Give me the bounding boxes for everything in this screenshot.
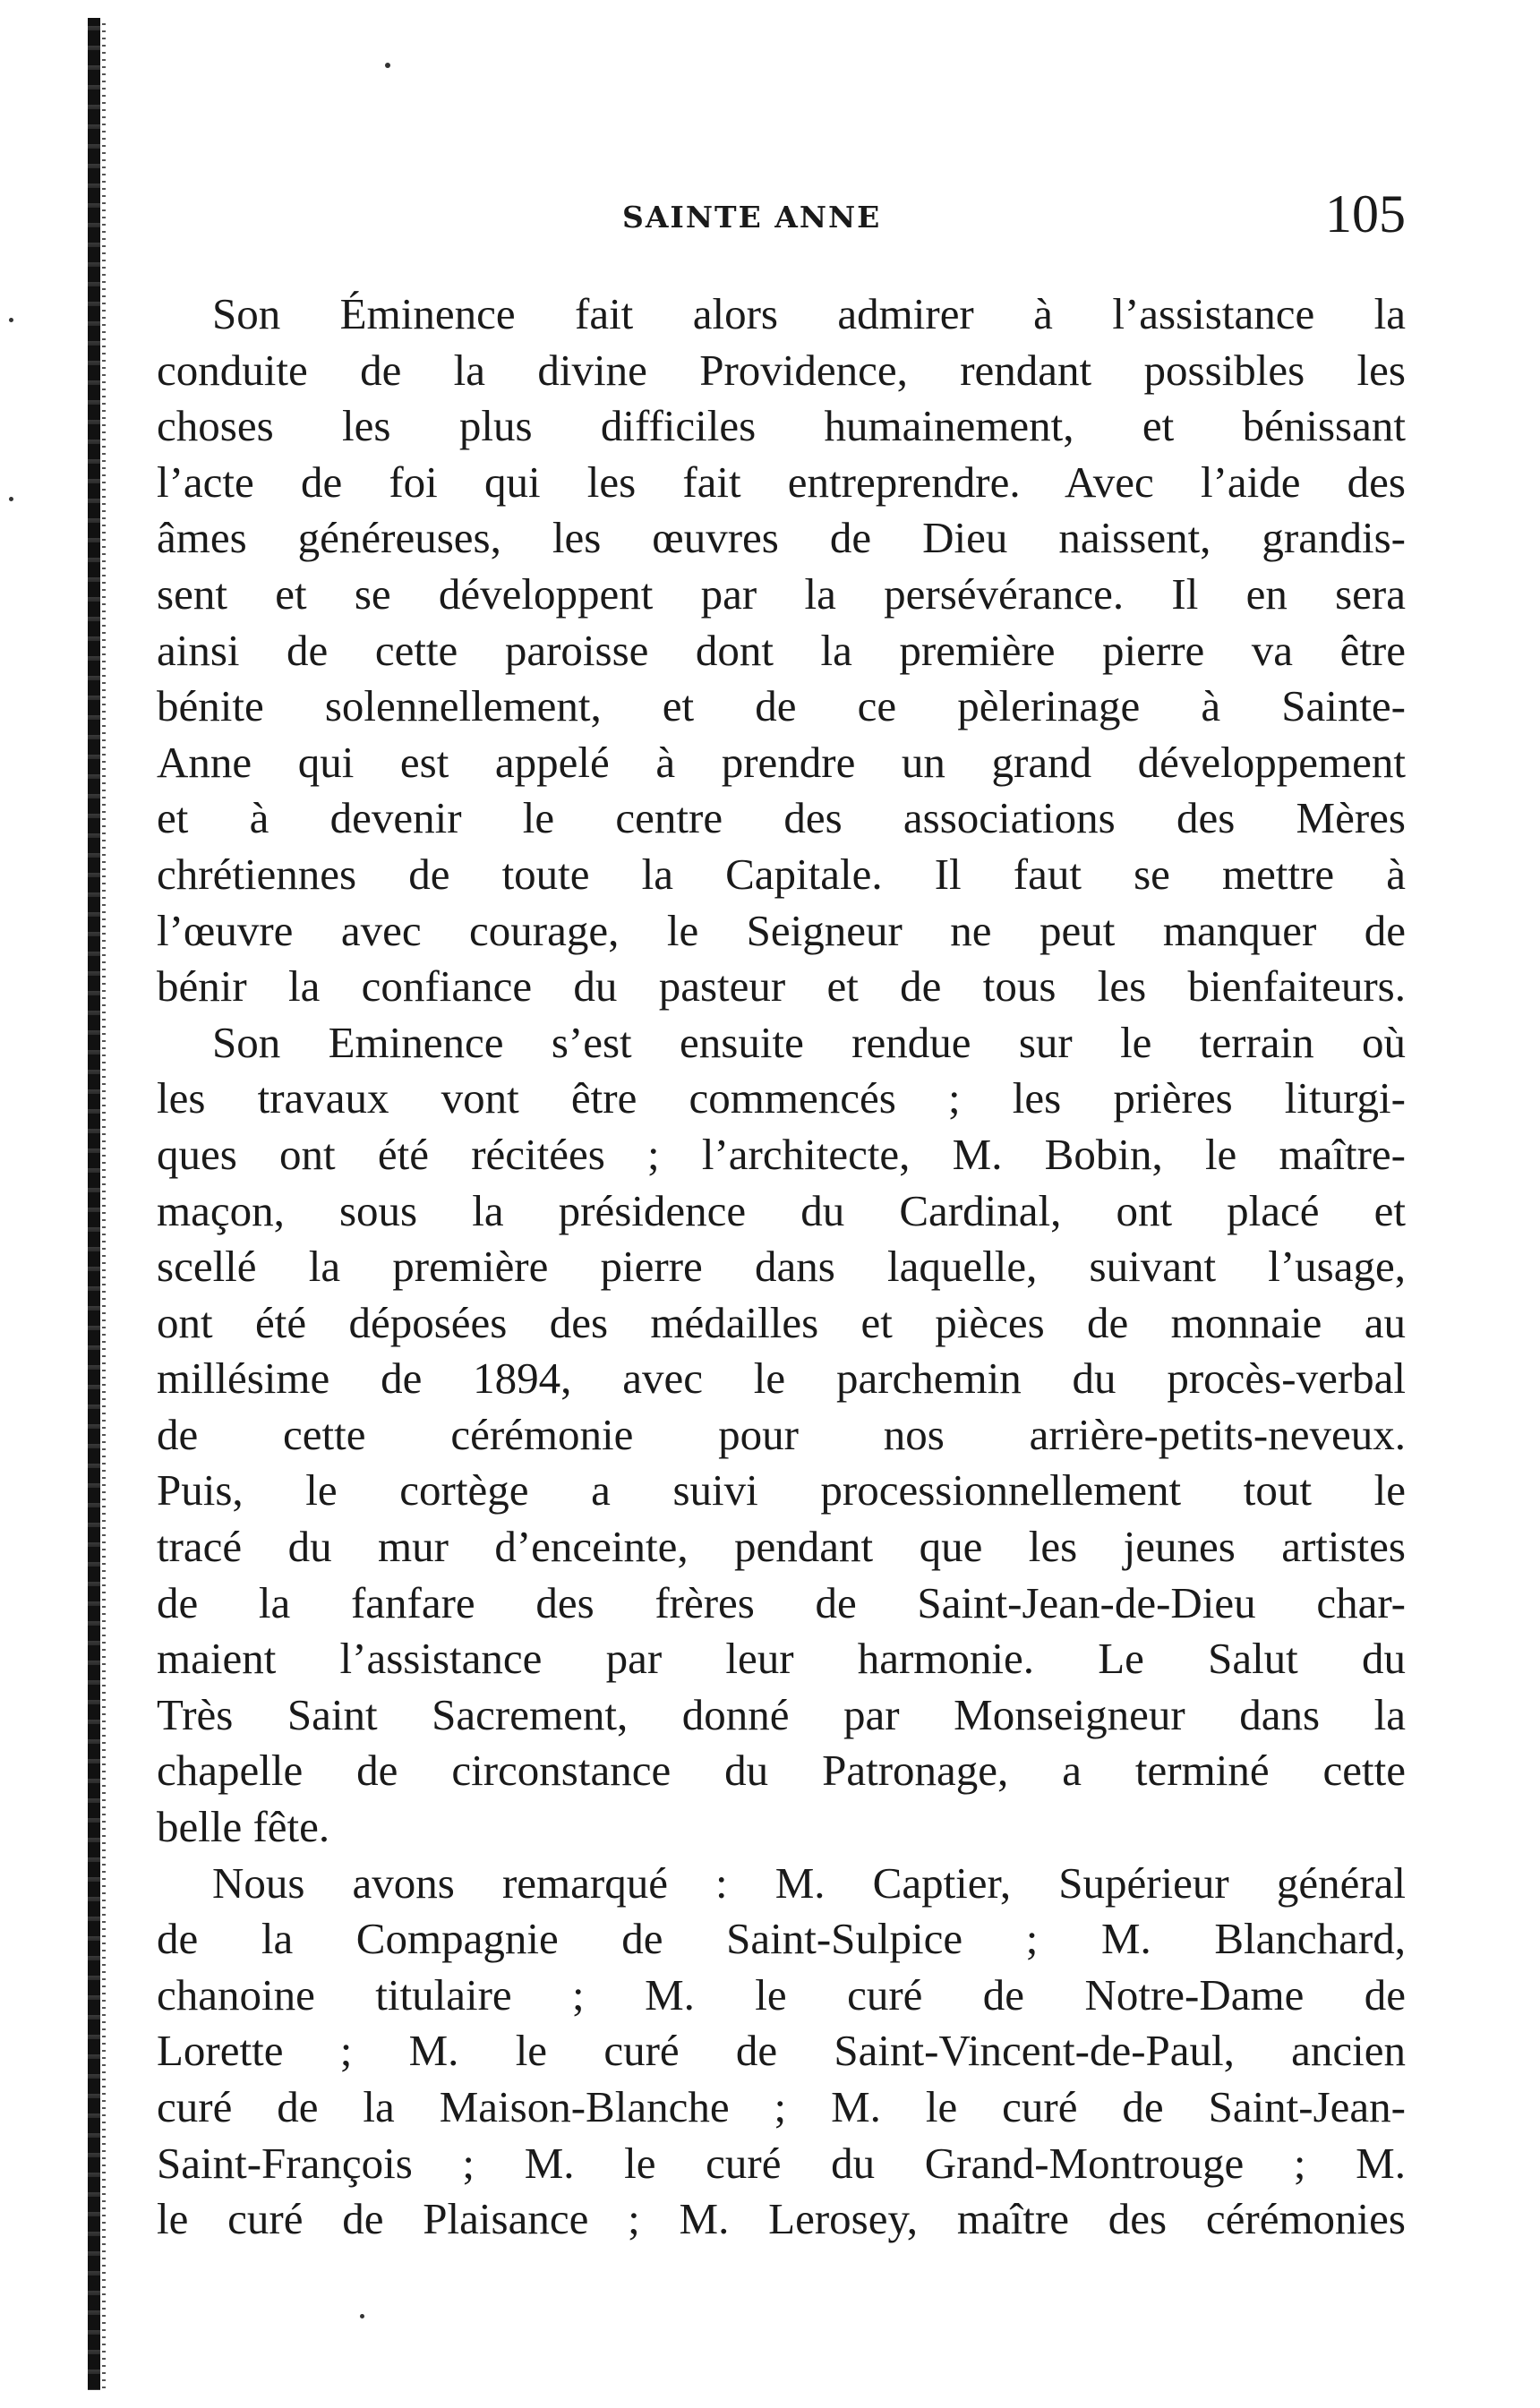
- paper-speck: [9, 497, 13, 501]
- text-line: Son Éminence fait alors admirer à l’assistance la: [212, 289, 1406, 338]
- paper-speck: [9, 318, 13, 322]
- book-binding-edge: [88, 18, 100, 2390]
- text-line: chapelle de circonstance du Patronage, a terminé cette: [157, 1746, 1406, 1796]
- text-line: maçon, sous la présidence du Cardinal, ont placé et: [157, 1185, 1406, 1235]
- text-line: scellé la première pierre dans laquelle, suivant l’usage,: [157, 1242, 1406, 1292]
- text-line: de cette cérémonie pour nos arrière-petits-neveux.: [157, 1409, 1406, 1459]
- text-line: ainsi de cette paroisse dont la première pierre va être: [157, 625, 1406, 675]
- text-line: chanoine titulaire ; M. le curé de Notre-Dame de: [157, 1969, 1406, 2019]
- text-line: le curé de Plaisance ; M. Lerosey, maître des cérémonies: [157, 2194, 1406, 2244]
- text-line: bénir la confiance du pasteur et de tous les bienfaiteurs.: [157, 961, 1406, 1012]
- text-line: et à devenir le centre des associations des Mères: [157, 793, 1406, 843]
- text-line: ques ont été récitées ; l’architecte, M. Bobin, le maître-: [157, 1129, 1406, 1179]
- text-line: de la fanfare des frères de Saint-Jean-de-Dieu char-: [157, 1577, 1406, 1627]
- text-line: Lorette ; M. le curé de Saint-Vincent-de-Paul, ancien: [157, 2026, 1406, 2076]
- text-line: Anne qui est appelé à prendre un grand développement: [157, 737, 1406, 787]
- text-line: millésime de 1894, avec le parchemin du procès-verbal: [157, 1353, 1406, 1404]
- paper-speck: [360, 2314, 364, 2318]
- text-line: conduite de la divine Providence, rendant possibles les: [157, 345, 1406, 395]
- page-number: 105: [1325, 184, 1406, 243]
- page-header: [157, 184, 1406, 246]
- text-line: Puis, le cortège a suivi processionnellement tout le: [157, 1465, 1406, 1516]
- text-line: ont été déposées des médailles et pièces de monnaie au: [157, 1297, 1406, 1347]
- text-line: les travaux vont être commencés ; les prières liturgi-: [157, 1073, 1406, 1123]
- text-line: maient l’assistance par leur harmonie. Le Salut du: [157, 1634, 1406, 1684]
- running-title: SAINTE ANNE: [622, 200, 882, 235]
- text-line: Très Saint Sacrement, donné par Monseigneur dans la: [157, 1689, 1406, 1739]
- text-line: l’acte de foi qui les fait entreprendre. Avec l’aide des: [157, 457, 1406, 507]
- text-line: belle fête.: [157, 1802, 330, 1852]
- text-line: chrétiennes de toute la Capitale. Il faut se mettre à: [157, 849, 1406, 899]
- paper-speck: [385, 63, 390, 68]
- paragraph-3: [157, 1856, 1406, 2248]
- text-line: âmes généreuses, les œuvres de Dieu naissent, grandis-: [157, 513, 1406, 563]
- text-line: sent et se développent par la persévérance. Il en sera: [157, 568, 1406, 619]
- page-body: [157, 286, 1406, 2248]
- text-line: Son Eminence s’est ensuite rendue sur le terrain où: [212, 1017, 1406, 1067]
- text-line: tracé du mur d’enceinte, pendant que les jeunes artistes: [157, 1522, 1406, 1572]
- text-line: curé de la Maison-Blanche ; M. le curé de Saint-Jean-: [157, 2082, 1406, 2131]
- text-line: de la Compagnie de Saint-Sulpice ; M. Blanchard,: [157, 1914, 1406, 1964]
- text-line: l’œuvre avec courage, le Seigneur ne peut manquer de: [157, 905, 1406, 955]
- text-line: choses les plus difficiles humainement, et bénissant: [157, 401, 1406, 451]
- paragraph-2: [157, 1015, 1406, 1856]
- text-line: bénite solennellement, et de ce pèlerinage à Sainte-: [157, 681, 1406, 731]
- text-line: Saint-François ; M. le curé du Grand-Montrouge ; M.: [157, 2138, 1406, 2188]
- paragraph-1: [157, 286, 1406, 1015]
- text-line: Nous avons remarqué : M. Captier, Supérieur général: [212, 1857, 1406, 1908]
